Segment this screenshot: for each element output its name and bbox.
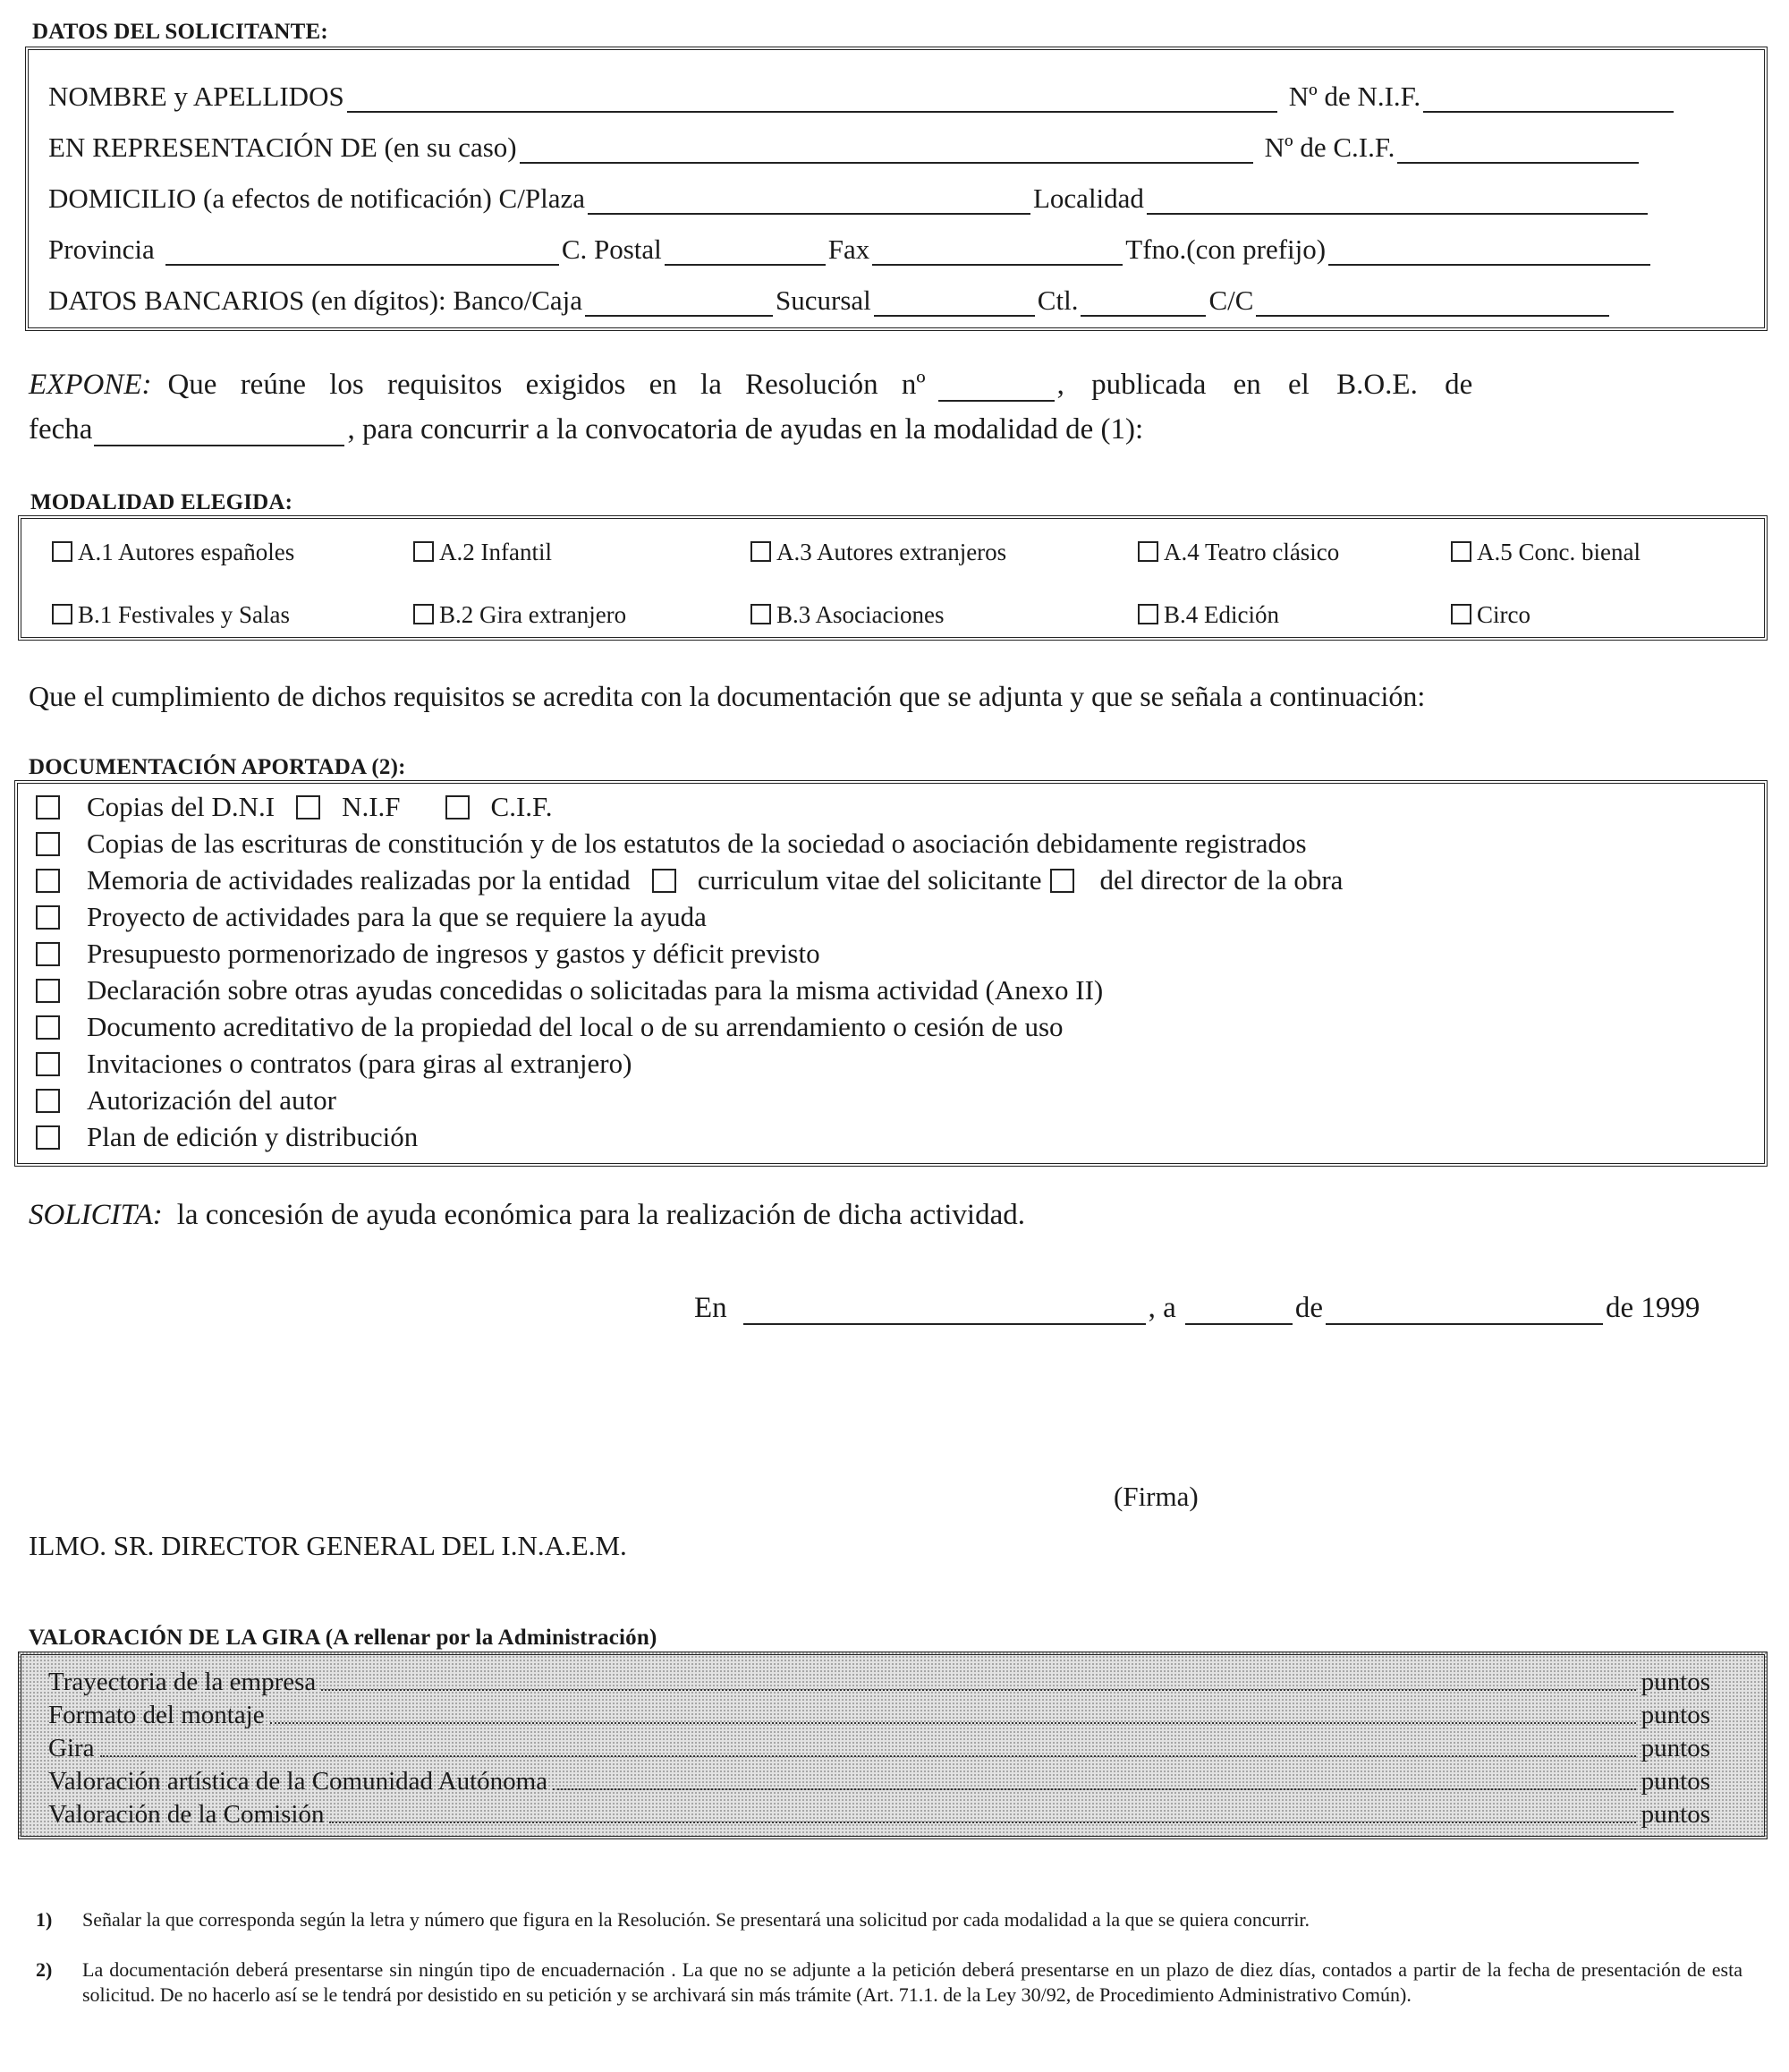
modalidad-label: B.2 Gira extranjero	[439, 601, 627, 628]
modalidad-b1[interactable]	[52, 601, 290, 629]
valoracion-row	[48, 1668, 1710, 1697]
doc-row-proyecto	[36, 901, 707, 933]
bancarios-label: DATOS BANCARIOS (en dígitos): Banco/Caja	[48, 284, 583, 316]
doc-label: Copias del D.N.I	[87, 791, 276, 822]
nif-field[interactable]	[1423, 86, 1674, 113]
expone-text-b: , publicada en el B.O.E. de	[1056, 369, 1473, 401]
valoracion-row	[48, 1734, 1710, 1763]
row-bancarios	[29, 284, 1764, 317]
sucursal-field[interactable]	[874, 290, 1035, 317]
row-provincia	[29, 234, 1764, 266]
fax-label: Fax	[827, 234, 870, 265]
tfno-field[interactable]	[1328, 239, 1650, 266]
cpostal-field[interactable]	[665, 239, 826, 266]
modalidad-label: A.3 Autores extranjeros	[776, 539, 1007, 565]
section-title-documentacion: DOCUMENTACIÓN APORTADA (2):	[29, 755, 406, 779]
documentacion-box	[14, 780, 1768, 1167]
cc-label: C/C	[1208, 284, 1254, 316]
doc-label: Autorización del autor	[87, 1084, 336, 1116]
ctl-label: Ctl.	[1037, 284, 1079, 316]
dotted-leader	[270, 1722, 1636, 1724]
doc-label: Memoria de actividades realizadas por la entidad	[87, 864, 631, 896]
checkbox[interactable]	[652, 869, 676, 893]
modalidad-a4[interactable]	[1138, 539, 1339, 566]
destinatario: ILMO. SR. DIRECTOR GENERAL DEL I.N.A.E.M.	[29, 1530, 627, 1561]
checkbox[interactable]	[36, 1089, 60, 1113]
puntos-label: puntos	[1641, 1767, 1710, 1796]
modalidad-label: A.4 Teatro clásico	[1164, 539, 1340, 565]
doc-label: Documento acreditativo de la propiedad del local o de su arrendamiento o cesión de uso	[87, 1011, 1064, 1042]
nombre-field[interactable]	[347, 86, 1277, 113]
checkbox[interactable]	[36, 942, 60, 966]
fecha-de1: de	[1294, 1292, 1323, 1324]
puntos-label: puntos	[1641, 1734, 1710, 1762]
modalidad-a5[interactable]	[1451, 539, 1641, 566]
valoracion-row	[48, 1767, 1710, 1796]
puntos-label: puntos	[1641, 1668, 1710, 1696]
checkbox[interactable]	[296, 795, 320, 819]
cumplimiento-text: Que el cumplimiento de dichos requisitos se acredita con la documentación que se adjunta y que se señala a continuación:	[29, 680, 1426, 712]
fecha-label: fecha	[29, 413, 93, 446]
sucursal-label: Sucursal	[776, 284, 871, 316]
checkbox[interactable]	[1138, 604, 1158, 624]
dotted-leader	[321, 1689, 1635, 1691]
firma-label: (Firma)	[1114, 1481, 1199, 1512]
doc-label: Copias de las escrituras de constitución y de los estatutos de la sociedad o asociación debidamente registrados	[87, 828, 1307, 859]
expone-line1	[29, 369, 1737, 402]
doc-label: Declaración sobre otras ayudas concedidas o solicitadas para la misma actividad (Anexo II)	[87, 974, 1104, 1006]
domicilio-label: DOMICILIO (a efectos de notificación) C/Plaza	[48, 183, 585, 214]
dia-field[interactable]	[1185, 1298, 1293, 1325]
doc-row-plan	[36, 1121, 418, 1153]
representacion-label: EN REPRESENTACIÓN DE (en su caso)	[48, 132, 517, 163]
valoracion-label: Trayectoria de la empresa	[48, 1668, 317, 1696]
puntos-label: puntos	[1641, 1800, 1710, 1829]
checkbox[interactable]	[36, 1015, 60, 1040]
puntos-label: puntos	[1641, 1701, 1710, 1729]
checkbox[interactable]	[413, 604, 434, 624]
checkbox[interactable]	[1451, 541, 1471, 562]
doc-label: Plan de edición y distribución	[87, 1121, 419, 1152]
fecha-line	[694, 1292, 1700, 1325]
valoracion-row	[48, 1800, 1710, 1830]
fecha-a: , a	[1148, 1292, 1176, 1324]
lugar-field[interactable]	[743, 1298, 1146, 1325]
doc-label: Proyecto de actividades para la que se requiere la ayuda	[87, 901, 707, 932]
modalidad-b4[interactable]	[1138, 601, 1279, 629]
modalidad-box	[18, 515, 1768, 641]
section-title-modalidad: MODALIDAD ELEGIDA:	[30, 490, 293, 514]
doc-label: del director de la obra	[1099, 864, 1344, 896]
modalidad-b3[interactable]	[750, 601, 944, 629]
checkbox[interactable]	[36, 1125, 60, 1150]
valoracion-box	[18, 1652, 1768, 1839]
fecha-de2: de 1999	[1605, 1292, 1700, 1324]
checkbox[interactable]	[413, 541, 434, 562]
checkbox[interactable]	[52, 604, 72, 624]
expone-text-a: Que reúne los requisitos exigidos en la Resolución nº	[167, 369, 926, 401]
checkbox[interactable]	[36, 905, 60, 930]
doc-row-local	[36, 1011, 1064, 1043]
dotted-leader	[553, 1788, 1636, 1790]
checkbox[interactable]	[750, 604, 771, 624]
checkbox[interactable]	[36, 795, 60, 819]
doc-label: Presupuesto pormenorizado de ingresos y gastos y déficit previsto	[87, 938, 820, 969]
section-title-solicitante: DATOS DEL SOLICITANTE:	[32, 20, 328, 44]
nota-1-num: 1)	[36, 1908, 53, 1931]
doc-row-autorizacion	[36, 1084, 336, 1117]
cc-field[interactable]	[1256, 290, 1609, 317]
modalidad-a1[interactable]	[52, 539, 294, 566]
valoracion-label: Valoración de la Comisión	[48, 1800, 325, 1829]
ctl-field[interactable]	[1081, 290, 1206, 317]
checkbox[interactable]	[36, 1052, 60, 1076]
nota-1-text: Señalar la que corresponda según la letra y número que figura en la Resolución. Se presentará una solicitud por cada modalidad a la que se quiera concurrir.	[82, 1908, 1310, 1931]
banco-field[interactable]	[585, 290, 773, 317]
doc-label: curriculum vitae del solicitante	[697, 864, 1042, 896]
domicilio-field[interactable]	[588, 188, 1030, 215]
nombre-label: NOMBRE y APELLIDOS	[48, 81, 344, 112]
modalidad-a2[interactable]	[413, 539, 552, 566]
valoracion-label: Gira	[48, 1734, 95, 1762]
doc-row-escrituras	[36, 828, 1307, 860]
checkbox[interactable]	[52, 541, 72, 562]
modalidad-a3[interactable]	[750, 539, 1006, 566]
doc-row-declaracion	[36, 974, 1103, 1006]
resolucion-field[interactable]	[938, 375, 1055, 402]
doc-row-memoria	[36, 864, 1343, 896]
nif-label: Nº de N.I.F.	[1288, 81, 1421, 112]
cif-label: Nº de C.I.F.	[1264, 132, 1395, 163]
expone-text-c: , para concurrir a la convocatoria de ayudas en la modalidad de (1):	[347, 413, 1144, 446]
doc-row-identidad	[36, 791, 553, 823]
doc-label: N.I.F	[342, 791, 401, 822]
doc-row-presupuesto	[36, 938, 820, 970]
modalidad-label: B.4 Edición	[1164, 601, 1279, 628]
section-title-valoracion: VALORACIÓN DE LA GIRA (A rellenar por la Administración)	[29, 1626, 657, 1650]
tfno-label: Tfno.(con prefijo)	[1125, 234, 1327, 265]
checkbox[interactable]	[36, 979, 60, 1003]
modalidad-b2[interactable]	[413, 601, 626, 629]
modalidad-label: Circo	[1477, 601, 1530, 628]
mes-field[interactable]	[1326, 1298, 1603, 1325]
valoracion-row	[48, 1701, 1710, 1730]
checkbox[interactable]	[445, 795, 470, 819]
solicitante-box	[25, 47, 1768, 331]
provincia-label: Provincia	[48, 234, 155, 265]
checkbox[interactable]	[36, 869, 60, 893]
checkbox[interactable]	[36, 832, 60, 856]
fecha-en: En	[694, 1292, 727, 1324]
checkbox[interactable]	[1050, 869, 1074, 893]
solicita-line	[29, 1199, 1025, 1232]
row-representacion	[29, 132, 1764, 164]
provincia-field[interactable]	[165, 239, 559, 266]
checkbox[interactable]	[750, 541, 771, 562]
dotted-leader	[100, 1755, 1636, 1757]
solicita-label: SOLICITA:	[29, 1199, 163, 1231]
expone-label: EXPONE:	[29, 369, 152, 401]
row-domicilio	[29, 183, 1764, 215]
localidad-label: Localidad	[1032, 183, 1144, 214]
valoracion-label: Valoración artística de la Comunidad Autónoma	[48, 1767, 548, 1796]
modalidad-label: A.1 Autores españoles	[78, 539, 295, 565]
fecha-field[interactable]	[94, 420, 344, 446]
doc-label: C.I.F.	[490, 791, 553, 822]
solicita-text: la concesión de ayuda económica para la realización de dicha actividad.	[176, 1199, 1026, 1231]
expone-line2	[29, 413, 1143, 446]
cpostal-label: C. Postal	[561, 234, 662, 265]
row-nombre	[29, 81, 1764, 113]
cif-field[interactable]	[1397, 137, 1639, 164]
fax-field[interactable]	[872, 239, 1123, 266]
modalidad-circo[interactable]	[1451, 601, 1530, 629]
modalidad-label: A.2 Infantil	[439, 539, 552, 565]
doc-row-invitaciones	[36, 1048, 632, 1080]
checkbox[interactable]	[1138, 541, 1158, 562]
nota-2-text: La documentación deberá presentarse sin ningún tipo de encuadernación . La que no se adjunte a la petición deberá presentarse en un plazo de diez días, contados a partir de la fecha de presentación de esta solicitud. De no hacerlo así se le tendrá por desistido en su petición y se archivará sin más trámite (Art. 71.1. de la Ley 30/92, de Procedimiento Administrativo Común).	[82, 1958, 1742, 2006]
modalidad-label: B.3 Asociaciones	[776, 601, 945, 628]
dotted-leader	[329, 1821, 1635, 1823]
modalidad-label: B.1 Festivales y Salas	[78, 601, 290, 628]
nota-2-num: 2)	[36, 1958, 53, 1981]
checkbox[interactable]	[1451, 604, 1471, 624]
representacion-field[interactable]	[520, 137, 1253, 164]
doc-label: Invitaciones o contratos (para giras al extranjero)	[87, 1048, 632, 1079]
localidad-field[interactable]	[1147, 188, 1648, 215]
modalidad-label: A.5 Conc. bienal	[1477, 539, 1641, 565]
valoracion-label: Formato del montaje	[48, 1701, 265, 1729]
